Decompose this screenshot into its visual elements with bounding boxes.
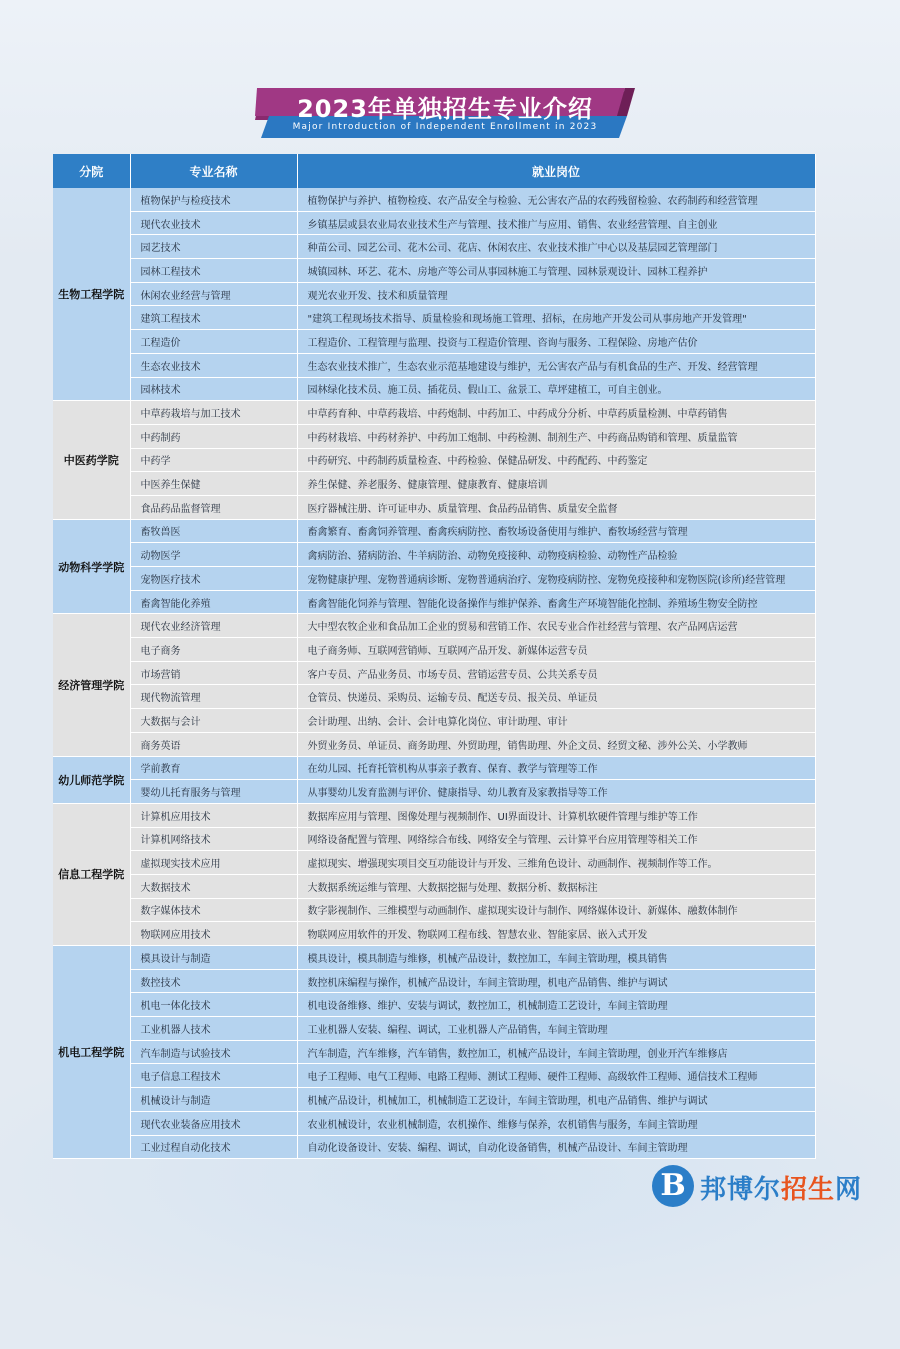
logo-name-part1: 邦博尔	[700, 1175, 782, 1205]
jobs-cell: 会计助理、出纳、会计、会计电算化岗位、审计助理、审计	[297, 709, 815, 733]
major-name-cell: 工业过程自动化技术	[130, 1135, 297, 1159]
table-row	[53, 519, 815, 543]
table-row	[53, 567, 815, 591]
major-name-cell: 中草药栽培与加工技术	[130, 401, 297, 425]
jobs-cell: 大数据系统运维与管理、大数据挖掘与处理、数据分析、数据标注	[297, 874, 815, 898]
jobs-cell: 外贸业务员、单证员、商务助理、外贸助理，销售助理、外企文员、经贸文秘、涉外公关、小学教师	[297, 732, 815, 756]
major-name-cell: 生态农业技术	[130, 353, 297, 377]
table-row	[53, 898, 815, 922]
table-row	[53, 614, 815, 638]
logo-text	[700, 1169, 862, 1206]
jobs-cell: 工程造价、工程管理与监理、投资与工程造价管理、咨询与服务、工程保险、房地产估价	[297, 330, 815, 354]
jobs-cell: 数控机床编程与操作，机械产品设计，车间主管助理，机电产品销售、维护与调试	[297, 969, 815, 993]
jobs-cell: 工业机器人安装、编程、调试，工业机器人产品销售，车间主管助理	[297, 1017, 815, 1041]
jobs-cell: 观光农业开发、技术和质量管理	[297, 282, 815, 306]
table-row	[53, 851, 815, 875]
major-name-cell: 现代农业技术	[130, 211, 297, 235]
table-row	[53, 685, 815, 709]
header-jobs: 就业岗位	[297, 154, 815, 188]
jobs-cell: 城镇园林、环艺、花木、房地产等公司从事园林施工与管理、园林景观设计、园林工程养护	[297, 259, 815, 283]
major-name-cell: 畜禽智能化养殖	[130, 590, 297, 614]
site-logo	[652, 1165, 882, 1209]
table-row	[53, 1111, 815, 1135]
major-name-cell: 大数据与会计	[130, 709, 297, 733]
major-name-cell: 动物医学	[130, 543, 297, 567]
major-name-cell: 园林技术	[130, 377, 297, 401]
jobs-cell: 网络设备配置与管理、网络综合布线、网络安全与管理、云计算平台应用管理等相关工作	[297, 827, 815, 851]
major-name-cell: 模具设计与制造	[130, 946, 297, 970]
table-row	[53, 401, 815, 425]
major-name-cell: 计算机网络技术	[130, 827, 297, 851]
table-row	[53, 827, 815, 851]
page-title-banner	[255, 86, 635, 140]
major-name-cell: 电子商务	[130, 638, 297, 662]
jobs-cell: 物联网应用软件的开发、物联网工程布线、智慧农业、智能家居、嵌入式开发	[297, 922, 815, 946]
jobs-cell: 电子商务师、互联网营销师、互联网产品开发、新媒体运营专员	[297, 638, 815, 662]
header-dept: 分院	[53, 154, 130, 188]
logo-b-icon: B	[652, 1165, 694, 1207]
major-name-cell: 工程造价	[130, 330, 297, 354]
jobs-cell: 机械产品设计，机械加工，机械制造工艺设计，车间主管助理，机电产品销售、维护与调试	[297, 1088, 815, 1112]
jobs-cell: 虚拟现实、增强现实项目交互功能设计与开发、三维角色设计、动画制作、视频制作等工作。	[297, 851, 815, 875]
table-row	[53, 282, 815, 306]
table-row	[53, 1040, 815, 1064]
dept-cell: 信息工程学院	[53, 803, 130, 945]
major-name-cell: 植物保护与检疫技术	[130, 188, 297, 211]
table-row	[53, 448, 815, 472]
jobs-cell: 客户专员、产品业务员、市场专员、营销运营专员、公共关系专员	[297, 661, 815, 685]
major-name-cell: 工业机器人技术	[130, 1017, 297, 1041]
dept-cell: 生物工程学院	[53, 188, 130, 401]
major-name-cell: 现代农业经济管理	[130, 614, 297, 638]
table-row	[53, 377, 815, 401]
jobs-cell: 种苗公司、园艺公司、花木公司、花店、休闲农庄、农业技术推广中心以及基层园艺管理部门	[297, 235, 815, 259]
jobs-cell: 大中型农牧企业和食品加工企业的贸易和营销工作、农民专业合作社经营与管理、农产品网店运营	[297, 614, 815, 638]
dept-cell: 幼儿师范学院	[53, 756, 130, 803]
table-row	[53, 1017, 815, 1041]
table-row	[53, 495, 815, 519]
major-name-cell: 商务英语	[130, 732, 297, 756]
jobs-cell: 畜禽繁育、畜禽饲养管理、畜禽疾病防控、畜牧场设备使用与维护、畜牧场经营与管理	[297, 519, 815, 543]
table-row	[53, 306, 815, 330]
dept-cell: 动物科学学院	[53, 519, 130, 614]
major-name-cell: 婴幼儿托育服务与管理	[130, 780, 297, 804]
major-name-cell: 虚拟现实技术应用	[130, 851, 297, 875]
table-row	[53, 969, 815, 993]
major-name-cell: 数字媒体技术	[130, 898, 297, 922]
jobs-cell: 宠物健康护理、宠物普通病诊断、宠物普通病治疗、宠物疫病防控、宠物免疫接种和宠物医院(诊所)经营管理	[297, 567, 815, 591]
major-name-cell: 中医养生保健	[130, 472, 297, 496]
jobs-cell: 中药材栽培、中药材养护、中药加工炮制、中药检测、制剂生产、中药商品购销和管理、质量监管	[297, 424, 815, 448]
major-name-cell: 电子信息工程技术	[130, 1064, 297, 1088]
major-name-cell: 学前教育	[130, 756, 297, 780]
major-name-cell: 园林工程技术	[130, 259, 297, 283]
major-name-cell: 数控技术	[130, 969, 297, 993]
jobs-cell: 机电设备维修、维护、安装与调试，数控加工，机械制造工艺设计，车间主管助理	[297, 993, 815, 1017]
jobs-cell: 畜禽智能化饲养与管理、智能化设备操作与维护保养、畜禽生产环境智能化控制、养殖场生物安全防控	[297, 590, 815, 614]
table-row	[53, 424, 815, 448]
table-row	[53, 188, 815, 211]
jobs-cell: 医疗器械注册、许可证申办、质量管理、食品药品销售、质量安全监督	[297, 495, 815, 519]
page-subtitle: Major Introduction of Independent Enrollment in 2023	[292, 122, 598, 132]
table-row	[53, 874, 815, 898]
table-row	[53, 353, 815, 377]
table-row	[53, 922, 815, 946]
table-row	[53, 235, 815, 259]
jobs-cell: 中药研究、中药制药质量检查、中药检验、保健品研发、中药配药、中药鉴定	[297, 448, 815, 472]
jobs-cell: 生态农业技术推广，生态农业示范基地建设与维护，无公害农产品与有机食品的生产、开发、经营管理	[297, 353, 815, 377]
table-row	[53, 732, 815, 756]
jobs-cell: 从事婴幼儿发育监测与评价、健康指导、幼儿教育及家教指导等工作	[297, 780, 815, 804]
jobs-cell: 汽车制造，汽车维修，汽车销售，数控加工，机械产品设计，车间主管助理，创业开汽车维修店	[297, 1040, 815, 1064]
dept-cell: 经济管理学院	[53, 614, 130, 756]
major-name-cell: 中药学	[130, 448, 297, 472]
jobs-cell: 禽病防治、猪病防治、牛羊病防治、动物免疫接种、动物疫病检验、动物性产品检验	[297, 543, 815, 567]
table-row	[53, 1088, 815, 1112]
table-row	[53, 993, 815, 1017]
dept-cell: 中医药学院	[53, 401, 130, 519]
jobs-cell: 乡镇基层或县农业局农业技术生产与管理、技术推广与应用、销售、农业经营管理、自主创业	[297, 211, 815, 235]
logo-name-part2: 招生	[781, 1175, 836, 1205]
table-row	[53, 946, 815, 970]
major-name-cell: 建筑工程技术	[130, 306, 297, 330]
majors-table	[53, 154, 816, 1159]
major-name-cell: 畜牧兽医	[130, 519, 297, 543]
major-name-cell: 计算机应用技术	[130, 803, 297, 827]
table-row	[53, 259, 815, 283]
table-row	[53, 638, 815, 662]
jobs-cell: 仓管员、快递员、采购员、运输专员、配送专员、报关员、单证员	[297, 685, 815, 709]
jobs-cell: 模具设计，模具制造与维修，机械产品设计，数控加工，车间主管助理，模具销售	[297, 946, 815, 970]
table-row	[53, 211, 815, 235]
header-major: 专业名称	[130, 154, 297, 188]
table-row	[53, 661, 815, 685]
table-row	[53, 543, 815, 567]
major-name-cell: 休闲农业经营与管理	[130, 282, 297, 306]
table-row	[53, 756, 815, 780]
jobs-cell: 农业机械设计，农业机械制造，农机操作、维修与保养，农机销售与服务，车间主管助理	[297, 1111, 815, 1135]
dept-cell: 机电工程学院	[53, 946, 130, 1159]
jobs-cell: 数字影视制作、三维模型与动画制作、虚拟现实设计与制作、网络媒体设计、新媒体、融数体制作	[297, 898, 815, 922]
major-name-cell: 现代物流管理	[130, 685, 297, 709]
major-name-cell: 机电一体化技术	[130, 993, 297, 1017]
table-row	[53, 330, 815, 354]
logo-name-part3: 网	[835, 1175, 863, 1205]
table-header-row	[53, 154, 815, 188]
jobs-cell: 数据库应用与管理、图像处理与视频制作、UI界面设计、计算机软硬件管理与维护等工作	[297, 803, 815, 827]
major-name-cell: 市场营销	[130, 661, 297, 685]
jobs-cell: 养生保健、养老服务、健康管理、健康教育、健康培训	[297, 472, 815, 496]
table-row	[53, 1135, 815, 1159]
major-name-cell: 机械设计与制造	[130, 1088, 297, 1112]
page-title: 2023年单独招生专业介绍	[297, 95, 593, 123]
jobs-cell: 园林绿化技术员、施工员、插花员、假山工、盆景工、草坪建植工，可自主创业。	[297, 377, 815, 401]
table-row	[53, 780, 815, 804]
table-row	[53, 1064, 815, 1088]
jobs-cell: 电子工程师、电气工程师、电路工程师、测试工程师、硬件工程师、高级软件工程师、通信技术工程师	[297, 1064, 815, 1088]
major-name-cell: 园艺技术	[130, 235, 297, 259]
major-name-cell: 宠物医疗技术	[130, 567, 297, 591]
table-row	[53, 709, 815, 733]
jobs-cell: 在幼儿园、托育托管机构从事亲子教育、保育、教学与管理等工作	[297, 756, 815, 780]
jobs-cell: 自动化设备设计、安装、编程、调试，自动化设备销售，机械产品设计、车间主管助理	[297, 1135, 815, 1159]
jobs-cell: 植物保护与养护、植物检疫、农产品安全与检验、无公害农产品的农药残留检验、农药制药和经营管理	[297, 188, 815, 211]
table-row	[53, 803, 815, 827]
major-name-cell: 物联网应用技术	[130, 922, 297, 946]
major-name-cell: 食品药品监督管理	[130, 495, 297, 519]
table-row	[53, 590, 815, 614]
major-name-cell: 现代农业装备应用技术	[130, 1111, 297, 1135]
major-name-cell: 中药制药	[130, 424, 297, 448]
major-name-cell: 大数据技术	[130, 874, 297, 898]
jobs-cell: 中草药育种、中草药栽培、中药炮制、中药加工、中药成分分析、中草药质量检测、中草药销售	[297, 401, 815, 425]
table-row	[53, 472, 815, 496]
jobs-cell: "建筑工程现场技术指导、质量检验和现场施工管理、招标，在房地产开发公司从事房地产开发管理"	[297, 306, 815, 330]
major-name-cell: 汽车制造与试验技术	[130, 1040, 297, 1064]
